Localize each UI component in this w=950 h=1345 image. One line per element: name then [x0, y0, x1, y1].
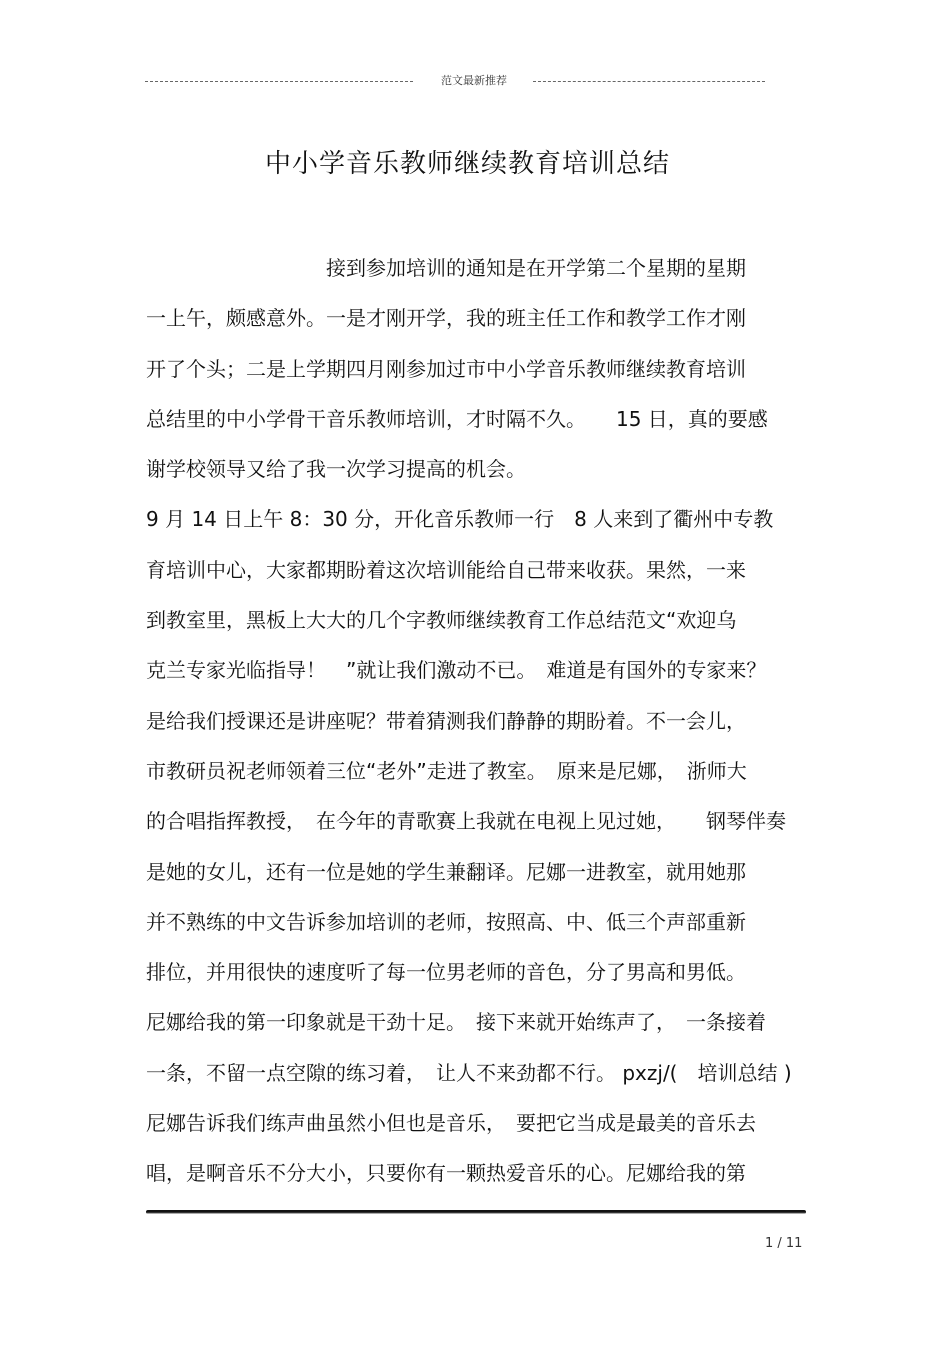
text-line: 总结里的中小学骨干音乐教师培训，才时隔不久。 15 日，真的要感: [146, 406, 768, 431]
text-line: 9 月 14 日上午 8：30 分，开化音乐教师一行 8 人来到了衢州中专教: [146, 507, 774, 532]
header-dash-left: [145, 81, 413, 82]
text-line: 接到参加培训的通知是在开学第二个星期的星期: [326, 256, 746, 280]
text-line: 的合唱指挥教授， 在今年的青歌赛上我就在电视上见过她， 钢琴伴奏: [146, 809, 786, 834]
text-line: 育培训中心，大家都期盼着这次培训能给自己带来收获。果然，一来: [146, 557, 746, 582]
text-line: 尼娜告诉我们练声曲虽然小但也是音乐， 要把它当成是最美的音乐去: [146, 1111, 756, 1136]
header-dash-right: [533, 81, 765, 82]
page-number: 1 / 11: [765, 1236, 803, 1251]
text-line: 并不熟练的中文告诉参加培训的老师，按照高、中、低三个声部重新: [146, 909, 746, 934]
text-line: 排位，并用很快的速度听了每一位男老师的音色，分了男高和男低。: [146, 960, 746, 985]
header-text: 范文最新推荐: [441, 74, 507, 87]
text-line: 是她的女儿，还有一位是她的学生兼翻译。尼娜一进教室，就用她那: [146, 859, 746, 884]
text-line: 尼娜给我的第一印象就是干劲十足。 接下来就开始练声了， 一条接着: [146, 1010, 766, 1035]
text-line: 市教研员祝老师领着三位“老外”走进了教室。 原来是尼娜， 浙师大: [146, 758, 747, 783]
page-header: [145, 72, 765, 92]
text-line: 一上午，颇感意外。一是才刚开学，我的班主任工作和教学工作才刚: [146, 306, 746, 331]
body-paragraph: [146, 248, 826, 1204]
text-line: 谢学校领导又给了我一次学习提高的机会。: [146, 457, 526, 482]
text-line: 开了个头；二是上学期四月刚参加过市中小学音乐教师继续教育培训: [146, 356, 746, 381]
text-line: 一条，不留一点空隙的练习着， 让人不来劲都不行。 pxzj/( 培训总结 ): [146, 1060, 792, 1085]
document-title: 中小学音乐教师继续教育培训总结: [264, 149, 670, 180]
text-line: 克兰专家光临指导！ ”就让我们激动不已。 难道是有国外的专家来？: [146, 658, 767, 683]
text-line: 到教室里，黑板上大大的几个字教师继续教育工作总结范文“欢迎乌: [146, 608, 737, 633]
footer-rule: [146, 1210, 806, 1214]
text-line: 唱，是啊音乐不分大小，只要你有一颗热爱音乐的心。尼娜给我的第: [146, 1161, 746, 1186]
text-line: 是给我们授课还是讲座呢？带着猜测我们静静的期盼着。不一会儿，: [146, 708, 746, 733]
